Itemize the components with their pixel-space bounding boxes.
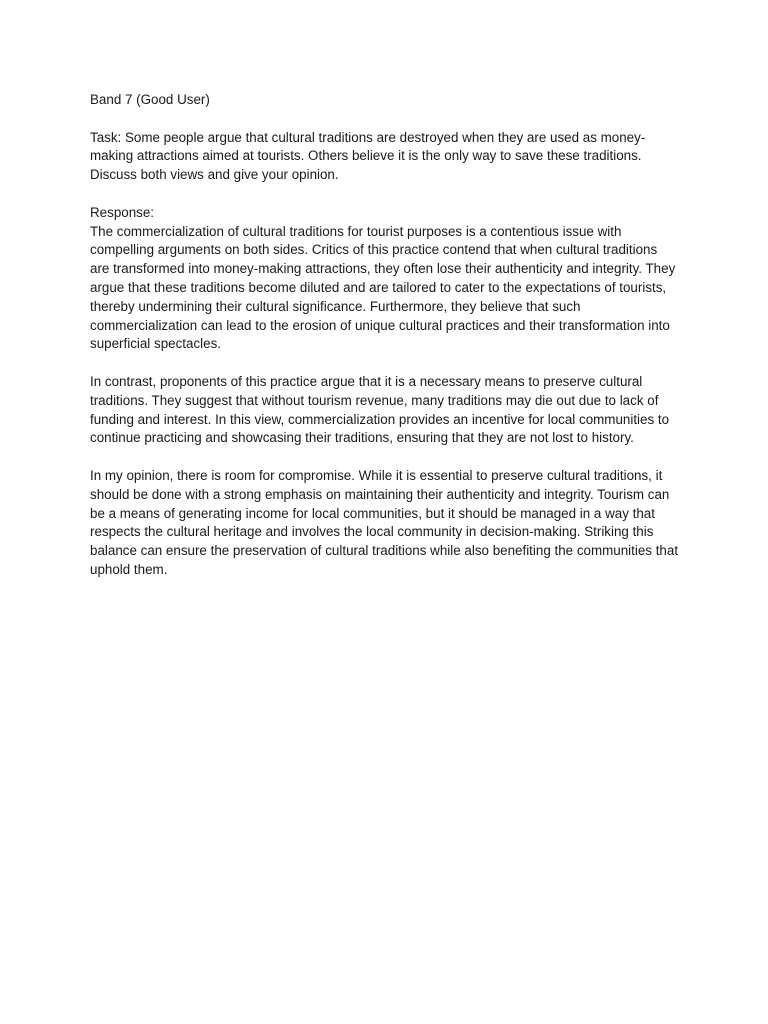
response-block — [90, 204, 680, 354]
response-label: Response: — [90, 204, 155, 220]
response-paragraph-1: The commercialization of cultural traditions for tourist purposes is a contentious issue with compelling arguments on both sides. Critics of this practice contend that when cultural traditions are transformed into money-making attractions, they often lose their authenticity and integrity. They argue that these traditions become diluted and are tailored to cater to the expectations of tourists, thereby undermining their cultural significance. Furthermore, they believe that such commercialization can lead to the erosion of unique cultural practices and their transformation into superficial spectacles. — [90, 223, 676, 352]
paragraph-2-block — [90, 373, 680, 448]
essay-heading-block — [90, 91, 680, 110]
task-prompt: Task: Some people argue that cultural traditions are destroyed when they are used as money-making attractions aimed at tourists. Others believe it is the only way to save these traditions. Discuss both views and give your opinion. — [90, 129, 646, 183]
document-body — [90, 91, 680, 599]
response-paragraph-3: In my opinion, there is room for compromise. While it is essential to preserve cultural traditions, it should be done with a strong emphasis on maintaining their authenticity and integrity. Tourism can be a means of generating income for local communities, but it should be managed in a way that respects the cultural heritage and involves the local community in decision-making. Striking this balance can ensure the preservation of cultural traditions while also benefiting the communities that uphold them. — [90, 467, 679, 577]
essay-heading: Band 7 (Good User) — [90, 92, 210, 107]
paragraph-3-block — [90, 467, 680, 580]
response-paragraph-2: In contrast, proponents of this practice argue that it is a necessary means to preserve cultural traditions. They suggest that without tourism revenue, many traditions may die out due to lack of funding and interest. In this view, commercialization provides an incentive for local communities to continue practicing and showcasing their traditions, ensuring that they are not lost to history. — [90, 373, 670, 446]
task-prompt-block — [90, 129, 680, 185]
